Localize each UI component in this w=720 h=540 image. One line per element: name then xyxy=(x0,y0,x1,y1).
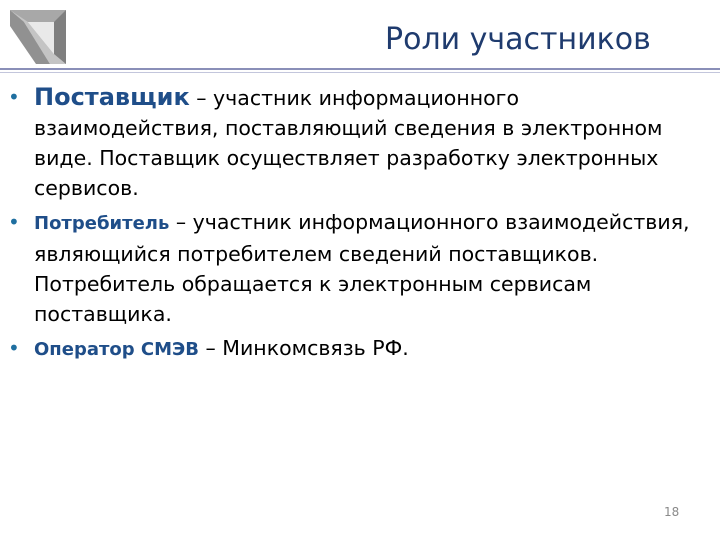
definition-consumer: участник информационного взаимодействия, являющийся потребителем сведений поставщиков. Потребитель обращается к электронным сервисам поставщика. xyxy=(34,210,690,326)
bullet-dot-icon: • xyxy=(8,210,20,234)
term-supplier: Поставщик xyxy=(34,83,190,111)
bullet-list xyxy=(8,82,708,369)
impossible-triangle-icon xyxy=(6,6,70,68)
term-operator: Оператор СМЭВ xyxy=(34,339,199,360)
list-item-operator xyxy=(8,333,708,365)
list-item-supplier xyxy=(8,82,708,203)
page-title: Роли участников xyxy=(385,22,651,57)
definition-operator: Минкомсвязь РФ. xyxy=(222,336,409,360)
bullet-dot-icon: • xyxy=(8,336,20,360)
page-number: 18 xyxy=(664,505,680,519)
list-item-consumer xyxy=(8,207,708,329)
term-consumer: Потребитель xyxy=(34,213,170,234)
bullet-dot-icon: • xyxy=(8,85,20,109)
term-separator: – xyxy=(198,336,223,360)
term-separator: – xyxy=(169,210,193,234)
definition-supplier: участник информационного взаимодействия, поставляющий сведения в электронном виде. Поставщик осуществляет разработку электронных сервисов. xyxy=(34,86,663,200)
term-separator: – xyxy=(189,86,214,110)
title-divider xyxy=(0,68,720,70)
title-divider-thin xyxy=(0,72,720,73)
